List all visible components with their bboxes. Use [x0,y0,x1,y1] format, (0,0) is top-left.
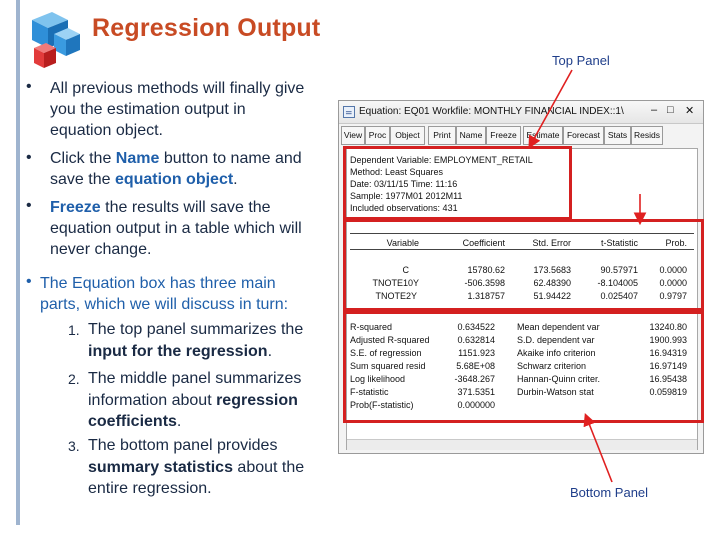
stat-value: 0.632814 [457,335,495,345]
subitem-2-line-2: information about regression [88,391,298,409]
top-panel-line: Sample: 1977M01 2012M11 [350,191,463,201]
bullet-3-line-2: equation output in a table which will [50,220,302,237]
stat-label: F-statistic [350,387,389,397]
coef-cell: -506.3598 [464,278,505,288]
coef-cell: 173.5683 [533,265,571,275]
stat-value: 1900.993 [649,335,687,345]
svg-text:=: = [345,109,353,118]
coef-header: Variable [386,238,419,248]
stat-label: Akaike info criterion [517,348,596,358]
stat-value: 371.5351 [457,387,495,397]
subitem-number: 3. [68,438,80,454]
coef-cell: TNOTE2Y [375,291,417,301]
proc-button[interactable]: Proc [365,126,390,145]
subitem-1-line-2: input for the regression. [88,342,273,360]
stat-label: S.E. of regression [350,348,422,358]
freeze-button[interactable]: Freeze [486,126,521,145]
coef-cell: 0.9797 [659,291,687,301]
bullet-1-line-2: you the estimation output in [50,101,246,118]
bullet-1-line-3: equation object. [50,122,163,139]
coef-header: Std. Error [532,238,571,248]
bullet-1-line-1: All previous methods will finally give [50,80,305,97]
subitem-2-line-1: The middle panel summarizes [88,370,302,387]
coef-cell: 1.318757 [467,291,505,301]
maximize-icon[interactable]: □ [667,104,674,116]
coef-cell: 0.0000 [659,278,687,288]
estimate-button[interactable]: Estimate [523,126,563,145]
stats-button[interactable]: Stats [604,126,631,145]
stat-label: S.D. dependent var [517,335,595,345]
stat-label: Hannan-Quinn criter. [517,374,601,384]
stat-value: -3648.267 [454,374,495,384]
stat-value: 16.94319 [649,348,687,358]
bullet-3-line-1: Freeze the results will save the [50,199,271,216]
resids-button[interactable]: Resids [631,126,663,145]
stat-value: 0.059819 [649,387,687,397]
bullet-dot: • [26,197,32,214]
subitem-3-line-3: entire regression. [88,480,212,497]
subitem-number: 2. [68,371,80,387]
bullet-4-line-2: parts, which we will discuss in turn: [40,296,289,313]
annotation-top-panel: Top Panel [552,53,610,68]
top-panel-line: Dependent Variable: EMPLOYMENT_RETAIL [350,155,533,165]
coef-cell: 0.0000 [659,265,687,275]
object-button[interactable]: Object [390,126,425,145]
slide-title: Regression Output [92,14,321,42]
name-button[interactable]: Name [456,126,486,145]
subitem-3-line-1: The bottom panel provides [88,437,278,454]
bullet-4-line-1: The Equation box has three main [40,275,276,292]
coef-cell: TNOTE10Y [372,278,419,288]
coef-cell: 62.48390 [533,278,571,288]
minimize-icon[interactable]: – [651,104,658,116]
coef-cell: C [402,265,409,275]
coef-header: Coefficient [462,238,505,248]
coef-header: Prob. [665,238,687,248]
stat-value: 1151.923 [458,348,495,358]
subitem-number: 1. [68,322,80,338]
top-panel-line: Date: 03/11/15 Time: 11:16 [350,179,458,189]
stat-label: Schwarz criterion [517,361,587,371]
coef-cell: 51.94422 [533,291,571,301]
view-button[interactable]: View [341,126,365,145]
stat-label: Durbin-Watson stat [517,387,594,397]
stat-label: Mean dependent var [517,322,600,332]
coef-cell: -8.104005 [597,278,638,288]
stat-value: 16.97149 [649,361,687,371]
print-button[interactable]: Print [428,126,456,145]
coef-cell: 15780.62 [467,265,505,275]
close-icon[interactable]: ✕ [685,105,695,117]
coef-cell: 0.025407 [600,291,638,301]
bullet-3-line-3: never change. [50,241,152,258]
bullet-2-line-2: save the equation object. [50,171,238,188]
subitem-1-line-1: The top panel summarizes the [88,321,304,338]
stat-label: Prob(F-statistic) [350,400,414,410]
stat-label: R-squared [350,322,393,332]
top-panel-line: Included observations: 431 [350,203,458,213]
bullet-dot: • [26,149,32,166]
stat-label: Sum squared resid [350,361,426,371]
subitem-2-line-3: coefficients. [88,413,182,430]
stat-value: 0.000000 [457,400,495,410]
top-panel-arrow-icon [530,70,572,146]
stat-value: 5.68E+08 [456,361,495,371]
forecast-button[interactable]: Forecast [563,126,604,145]
coef-header: t-Statistic [600,238,638,248]
bottom-panel-arrow-icon [586,416,612,482]
bullet-dot: • [26,273,32,290]
stat-label: Log likelihood [350,374,406,384]
stat-value: 13240.80 [649,322,687,332]
stat-value: 16.95438 [649,374,687,384]
bullet-2-line-1: Click the Name button to name and [50,150,302,167]
stat-label: Adjusted R-squared [350,335,430,345]
coef-cell: 90.57971 [600,265,638,275]
stat-value: 0.634522 [457,322,495,332]
top-panel-line: Method: Least Squares [350,167,444,177]
subitem-3-line-2: summary statistics about the [88,458,305,476]
annotation-bottom-panel: Bottom Panel [570,485,649,500]
bullet-dot: • [26,78,32,95]
window-title: Equation: EQ01 Workfile: MONTHLY FINANCIAL INDEX::1\ [359,106,624,117]
